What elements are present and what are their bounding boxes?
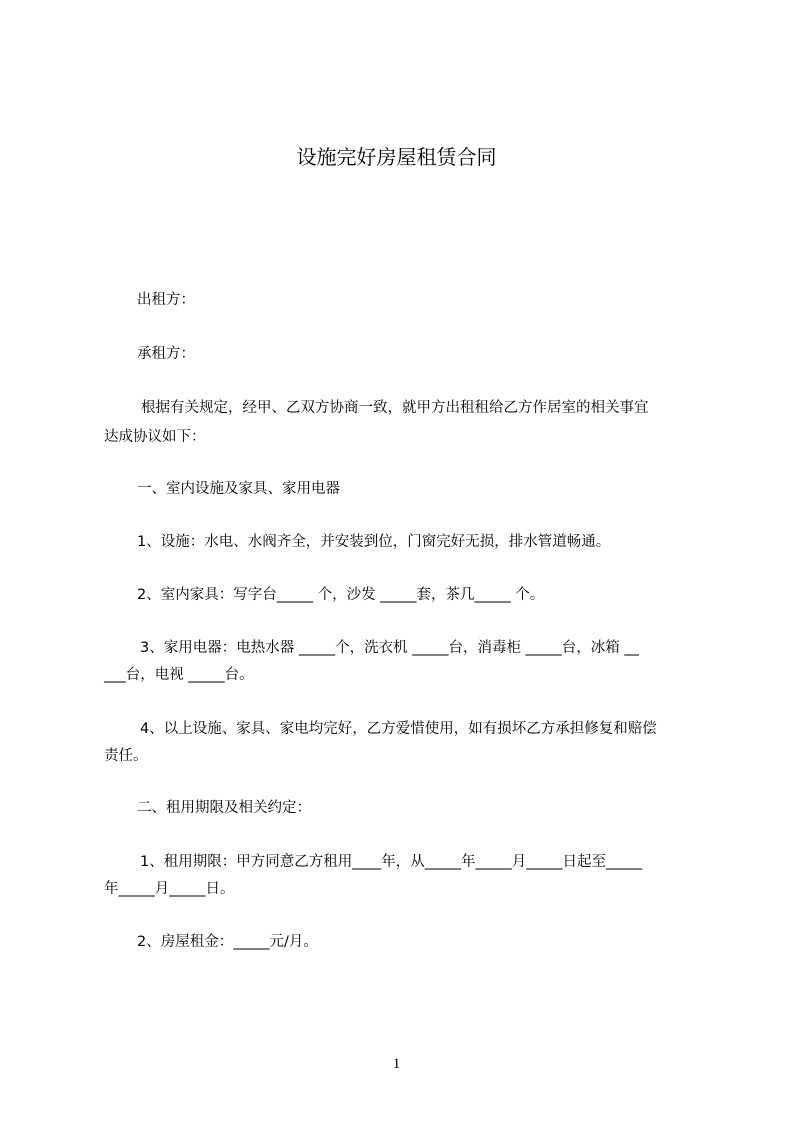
section-1-heading: 一、室内设施及家具、家用电器 [137, 481, 340, 497]
clause-1-3-line-2: ___台，电视 _____台。 [104, 667, 254, 683]
document-title: 设施完好房屋租赁合同 [296, 145, 497, 169]
clause-2-2: 2、房屋租金：_____元/月。 [137, 934, 318, 950]
clause-1-2: 2、室内家具：写字台_____ 个，沙发 _____套，茶几_____ 个。 [137, 587, 545, 603]
section-2-heading: 二、租用期限及相关约定： [137, 800, 311, 816]
intro-paragraph-line-1: 根据有关规定，经甲、乙双方协商一致，就甲方出租租给乙方作居室的相关事宜 [141, 400, 649, 416]
clause-2-1-line-2: 年_____月_____日。 [104, 881, 235, 897]
page-number: 1 [392, 1056, 401, 1072]
lessee-line: 承租方： [137, 346, 195, 362]
clause-1-4-line-1: 4、以上设施、家具、家电均完好，乙方爱惜使用，如有损坏乙方承担修复和赔偿 [140, 721, 657, 737]
clause-1-4-line-2: 责任。 [104, 748, 148, 764]
intro-paragraph-line-2: 达成协议如下： [104, 429, 206, 445]
lessor-line: 出租方： [137, 292, 195, 308]
clause-1-3-line-1: 3、家用电器：电热水器 _____个，洗衣机 _____台，消毒柜 _____台，冰箱 __ [140, 640, 639, 656]
clause-1-1: 1、设施：水电、水阀齐全，并安装到位，门窗完好无损，排水管道畅通。 [137, 534, 611, 550]
clause-2-1-line-1: 1、租用期限：甲方同意乙方租用____年，从_____年_____月_____日起至_____ [140, 854, 643, 870]
